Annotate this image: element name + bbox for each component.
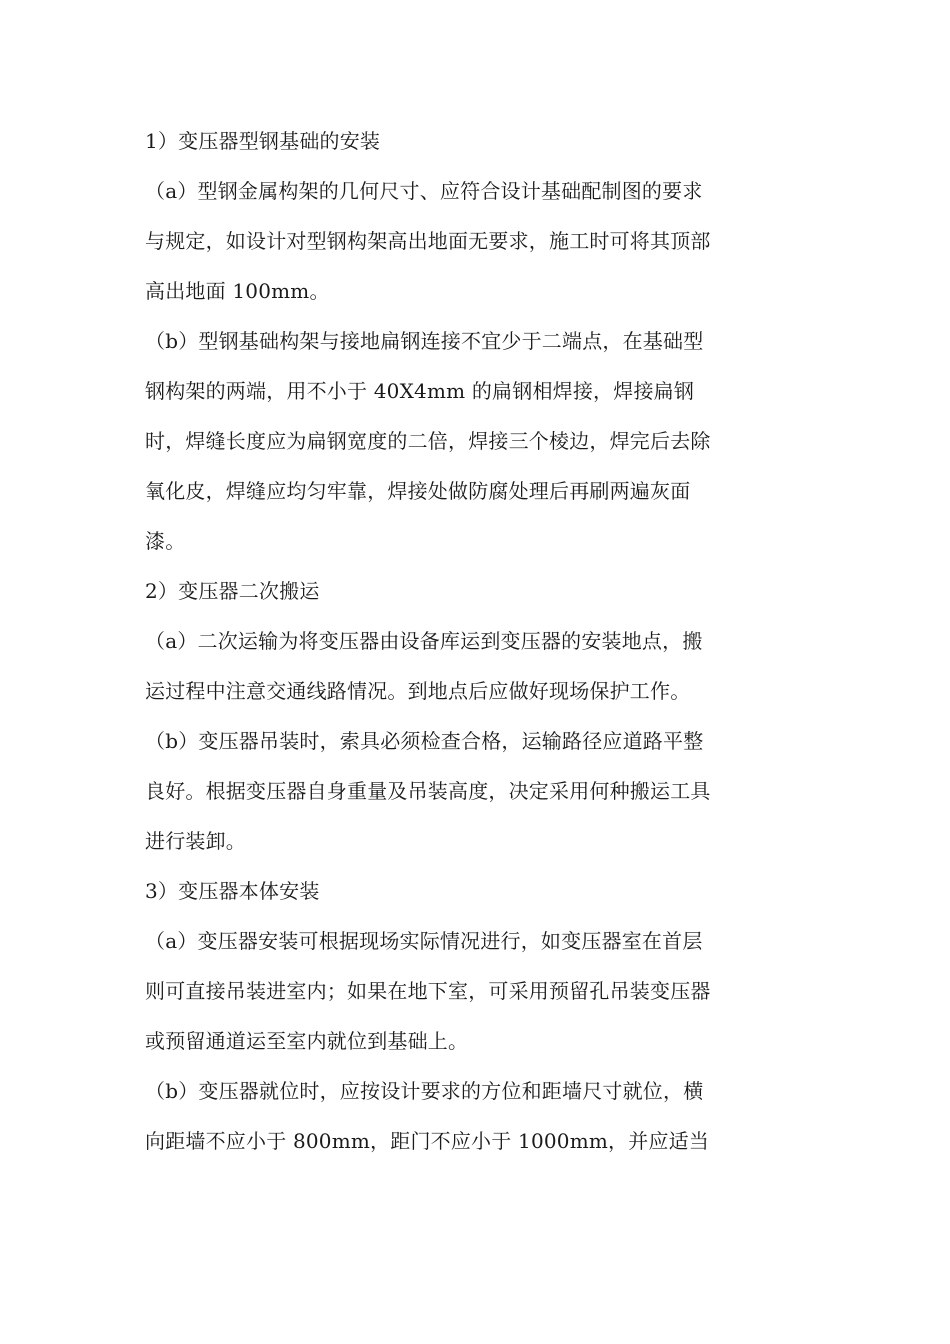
paragraph-1b: （b）型钢基础构架与接地扁钢连接不宜少于二端点，在基础型钢构架的两端，用不小于 40X4mm 的扁钢相焊接，焊接扁钢时，焊缝长度应为扁钢宽度的二倍，焊接三个棱边，焊完后去除氧化皮，焊缝应均匀牢靠，焊接处做防腐处理后再刷两遍灰面漆。 [145,329,711,553]
section-heading-1: 1）变压器型钢基础的安装 [145,129,381,153]
paragraph-2b: （b）变压器吊装时，索具必须检查合格，运输路径应道路平整良好。根据变压器自身重量及吊装高度，决定采用何种搬运工具进行装卸。 [145,729,711,853]
section-heading-3: 3）变压器本体安装 [145,879,320,903]
paragraph-1a: （a）型钢金属构架的几何尺寸、应符合设计基础配制图的要求与规定，如设计对型钢构架高出地面无要求，施工时可将其顶部高出地面 100mm。 [145,179,711,303]
section-heading-2: 2）变压器二次搬运 [145,579,320,603]
document-body [145,116,720,1166]
paragraph-3b: （b）变压器就位时，应按设计要求的方位和距墙尺寸就位，横向距墙不应小于 800mm，距门不应小于 1000mm，并应适当 [145,1079,710,1153]
paragraph-3a: （a）变压器安装可根据现场实际情况进行，如变压器室在首层则可直接吊装进室内；如果在地下室，可采用预留孔吊装变压器或预留通道运至室内就位到基础上。 [145,929,711,1053]
paragraph-2a: （a）二次运输为将变压器由设备库运到变压器的安装地点，搬运过程中注意交通线路情况。到地点后应做好现场保护工作。 [145,629,703,703]
